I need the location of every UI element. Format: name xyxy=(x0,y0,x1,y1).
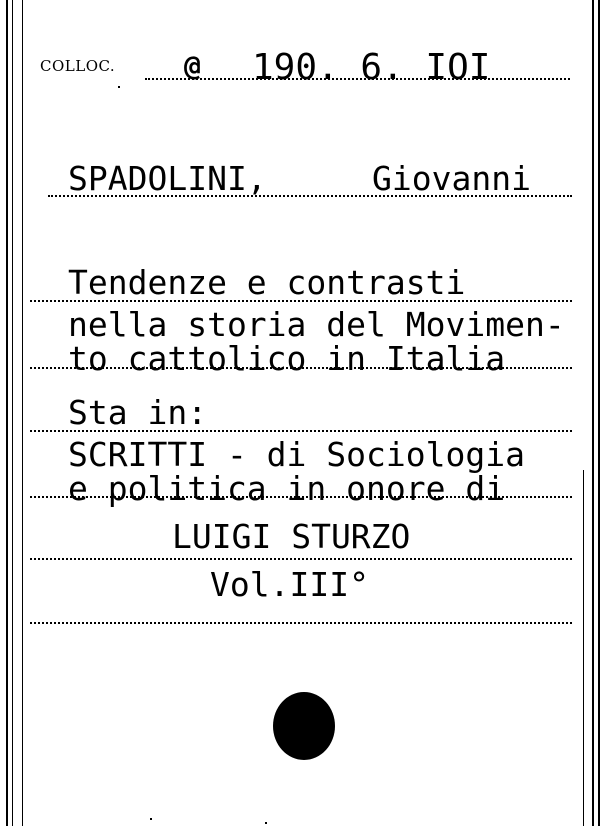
ink-speck xyxy=(118,86,120,88)
colloc-label: COLLOC. xyxy=(40,57,116,75)
colloc-number: 190. 6. IOI xyxy=(252,47,491,88)
sta-in-dotted-line xyxy=(30,430,572,432)
source-dotted-line-1 xyxy=(30,496,572,498)
title-line-1: Tendenze e contrasti xyxy=(68,263,466,302)
title-line-3: to cattolico in Italia xyxy=(68,339,506,378)
right-border-line xyxy=(592,0,594,826)
left-border-line xyxy=(6,0,8,826)
source-line-3: LUIGI STURZO xyxy=(172,517,411,556)
source-dotted-line-3 xyxy=(30,622,572,624)
source-line-2: e politica in onore di xyxy=(68,469,506,508)
title-dotted-line-1 xyxy=(30,300,572,302)
left-margin-line xyxy=(22,0,23,826)
source-line-1: SCRITTI - di Sociologia xyxy=(68,435,525,474)
source-line-4: Vol.III° xyxy=(210,565,369,604)
left-border-line-inner xyxy=(12,0,13,826)
ink-speck xyxy=(265,822,267,824)
title-dotted-line-2 xyxy=(30,367,572,369)
author-name: Giovanni xyxy=(372,159,531,198)
ink-speck xyxy=(150,818,152,820)
right-border-line-inner xyxy=(598,0,600,826)
title-line-2: nella storia del Movimen- xyxy=(68,305,565,344)
author-surname: SPADOLINI, xyxy=(68,159,267,198)
source-dotted-line-2 xyxy=(30,558,572,560)
sta-in-label: Sta in: xyxy=(68,393,208,432)
punch-hole xyxy=(273,692,335,760)
colloc-mark: @ xyxy=(184,49,201,82)
right-margin-line xyxy=(583,470,584,826)
